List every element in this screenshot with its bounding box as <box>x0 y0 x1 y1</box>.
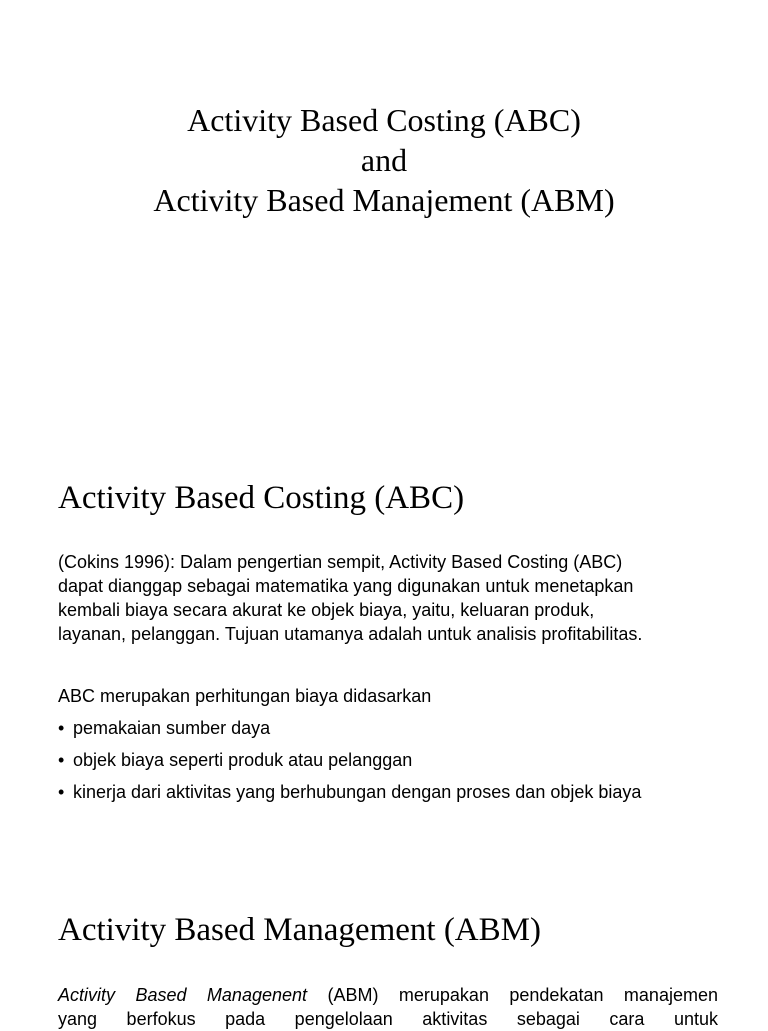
list-item <box>58 780 641 804</box>
list-item <box>58 716 641 740</box>
list-item-text: kinerja dari aktivitas yang berhubungan dengan proses dan objek biaya <box>73 782 642 802</box>
bullet-icon: • <box>58 782 65 802</box>
paragraph-line: (Cokins 1996): Dalam pengertian sempit, Activity Based Costing (ABC) <box>58 552 623 572</box>
title-line-abc: Activity Based Costing (ABC) <box>187 102 581 138</box>
paragraph-line: kembali biaya secara akurat ke objek biaya, yaitu, keluaran produk, <box>58 600 595 620</box>
bullet-icon: • <box>58 718 65 738</box>
title-line-and: and <box>360 142 408 178</box>
cokins-paragraph <box>58 550 718 646</box>
paragraph-line: dapat dianggap sebagai matematika yang digunakan untuk menetapkan <box>58 576 634 596</box>
abm-slide <box>0 880 768 1029</box>
abc-slide <box>0 440 768 872</box>
list-item-text: objek biaya seperti produk atau pelanggan <box>73 750 413 770</box>
bullet-icon: • <box>58 750 65 770</box>
abm-heading: Activity Based Management (ABM) <box>58 912 541 948</box>
list-item <box>58 748 641 772</box>
list-item-text: pemakaian sumber daya <box>73 718 271 738</box>
abc-bullet-list <box>58 716 641 812</box>
abm-term: Activity Based Managenent <box>58 985 308 1005</box>
title-slide <box>0 0 768 432</box>
abc-intro-text: ABC merupakan perhitungan biaya didasarkan <box>58 686 432 706</box>
title-line-abm: Activity Based Manajement (ABM) <box>153 182 615 218</box>
abc-heading: Activity Based Costing (ABC) <box>58 480 465 516</box>
presentation-title <box>0 100 768 220</box>
paragraph-line: layanan, pelanggan. Tujuan utamanya adalah untuk analisis profitabilitas. <box>58 624 643 644</box>
paragraph-line <box>58 983 718 1007</box>
slide-divider <box>0 432 768 440</box>
paragraph-line: yang berfokus pada pengelolaan aktivitas sebagai cara untuk <box>58 1009 718 1029</box>
abm-line-rest: (ABM) merupakan pendekatan manajemen <box>307 985 718 1005</box>
